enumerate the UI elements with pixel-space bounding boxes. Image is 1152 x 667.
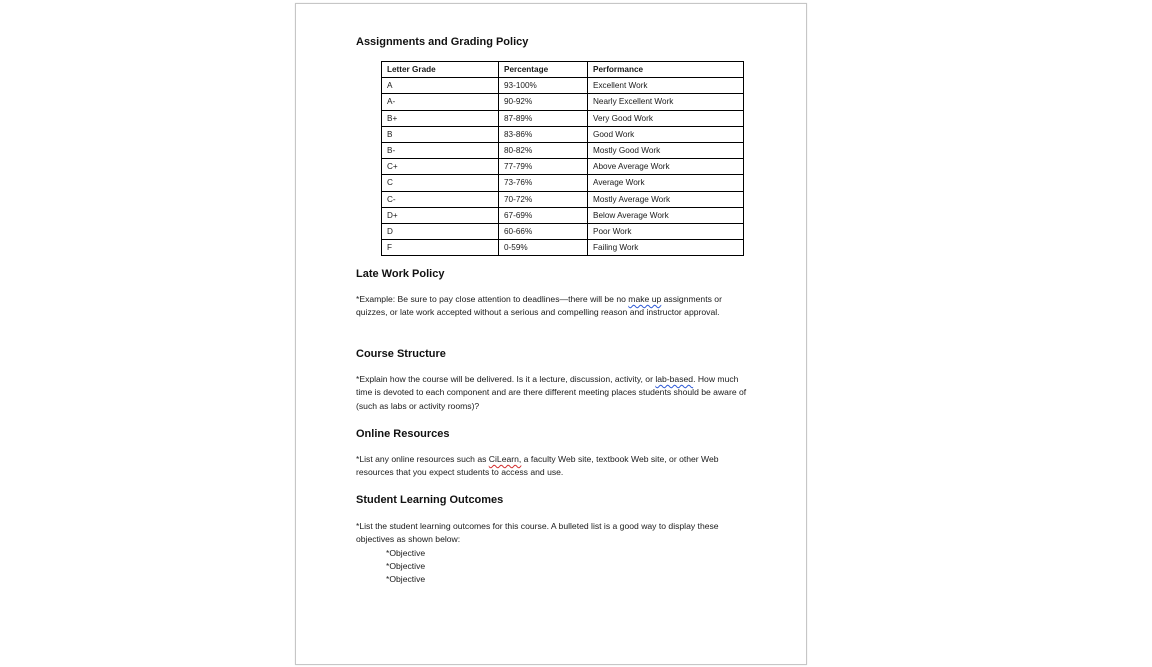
letter-grade-cell: C- (382, 191, 499, 207)
online-resources-text-a: *List any online resources such as (356, 454, 489, 464)
outcomes-heading: Student Learning Outcomes (356, 494, 504, 506)
percentage-cell: 0-59% (499, 240, 588, 256)
grammar-flag-lab-based[interactable]: lab-based (655, 374, 694, 384)
percentage-cell: 73-76% (499, 175, 588, 191)
course-structure-text-b: . How much time is devoted to each component and are there different meeting places students should be aware of (such as labs or activity rooms)? (356, 374, 747, 411)
letter-grade-cell: B (382, 126, 499, 142)
online-resources-text-b: a faculty Web site, textbook Web site, or other Web resources that you expect students to access and use. (356, 454, 719, 478)
performance-cell: Failing Work (588, 240, 744, 256)
document-page (295, 3, 807, 665)
objectives-list (386, 547, 425, 587)
percentage-cell: 80-82% (499, 142, 588, 158)
performance-cell: Poor Work (588, 223, 744, 239)
objective-item: *Objective (386, 574, 426, 585)
grading-heading: Assignments and Grading Policy (356, 36, 529, 48)
percentage-cell: 87-89% (499, 110, 588, 126)
letter-grade-cell: C (382, 175, 499, 191)
objective-item: *Objective (386, 548, 426, 558)
table-row (382, 159, 744, 175)
percentage-cell: 83-86% (499, 126, 588, 142)
header-letter-grade: Letter Grade (382, 62, 499, 78)
online-resources-heading: Online Resources (356, 428, 450, 440)
performance-cell: Good Work (588, 126, 744, 142)
table-row (382, 191, 744, 207)
performance-cell: Below Average Work (588, 207, 744, 223)
percentage-cell: 60-66% (499, 223, 588, 239)
performance-cell: Excellent Work (588, 78, 744, 94)
table-row (382, 78, 744, 94)
table-row (382, 207, 744, 223)
table-row (382, 126, 744, 142)
performance-cell: Nearly Excellent Work (588, 94, 744, 110)
grading-table-header-row (382, 62, 744, 78)
letter-grade-cell: D+ (382, 207, 499, 223)
percentage-cell: 70-72% (499, 191, 588, 207)
table-row (382, 240, 744, 256)
table-row (382, 223, 744, 239)
percentage-cell: 93-100% (499, 78, 588, 94)
table-row (382, 110, 744, 126)
performance-cell: Mostly Good Work (588, 142, 744, 158)
header-percentage: Percentage (499, 62, 588, 78)
table-row (382, 175, 744, 191)
objective-item: *Objective (386, 561, 426, 572)
percentage-cell: 90-92% (499, 94, 588, 110)
course-structure-text (356, 373, 748, 413)
letter-grade-cell: A (382, 78, 499, 94)
course-structure-text-a: *Explain how the course will be delivered. Is it a lecture, discussion, activity, or (356, 374, 656, 384)
course-structure-heading: Course Structure (356, 348, 446, 360)
header-performance: Performance (588, 62, 744, 78)
spelling-flag-cilearn[interactable]: CiLearn, (488, 454, 522, 464)
late-work-text (356, 293, 748, 320)
table-row (382, 94, 744, 110)
outcomes-text: *List the student learning outcomes for this course. A bulleted list is a good way to display these objectives as shown below: (356, 521, 719, 545)
percentage-cell: 67-69% (499, 207, 588, 223)
grading-table (381, 61, 744, 256)
performance-cell: Above Average Work (588, 159, 744, 175)
grading-table-body (382, 78, 744, 256)
letter-grade-cell: B- (382, 142, 499, 158)
late-work-text-b: assignments or quizzes, or late work accepted without a serious and compelling reason and instructor approval. (356, 294, 722, 318)
grammar-flag-make-up[interactable]: make up (628, 294, 662, 304)
letter-grade-cell: C+ (382, 159, 499, 175)
performance-cell: Average Work (588, 175, 744, 191)
performance-cell: Very Good Work (588, 110, 744, 126)
letter-grade-cell: A- (382, 94, 499, 110)
late-work-text-a: *Example: Be sure to pay close attention to deadlines—there will be no (356, 294, 629, 304)
percentage-cell: 77-79% (499, 159, 588, 175)
late-work-heading: Late Work Policy (356, 268, 445, 280)
performance-cell: Mostly Average Work (588, 191, 744, 207)
letter-grade-cell: B+ (382, 110, 499, 126)
online-resources-text (356, 453, 748, 480)
table-row (382, 142, 744, 158)
letter-grade-cell: D (382, 223, 499, 239)
letter-grade-cell: F (382, 240, 499, 256)
